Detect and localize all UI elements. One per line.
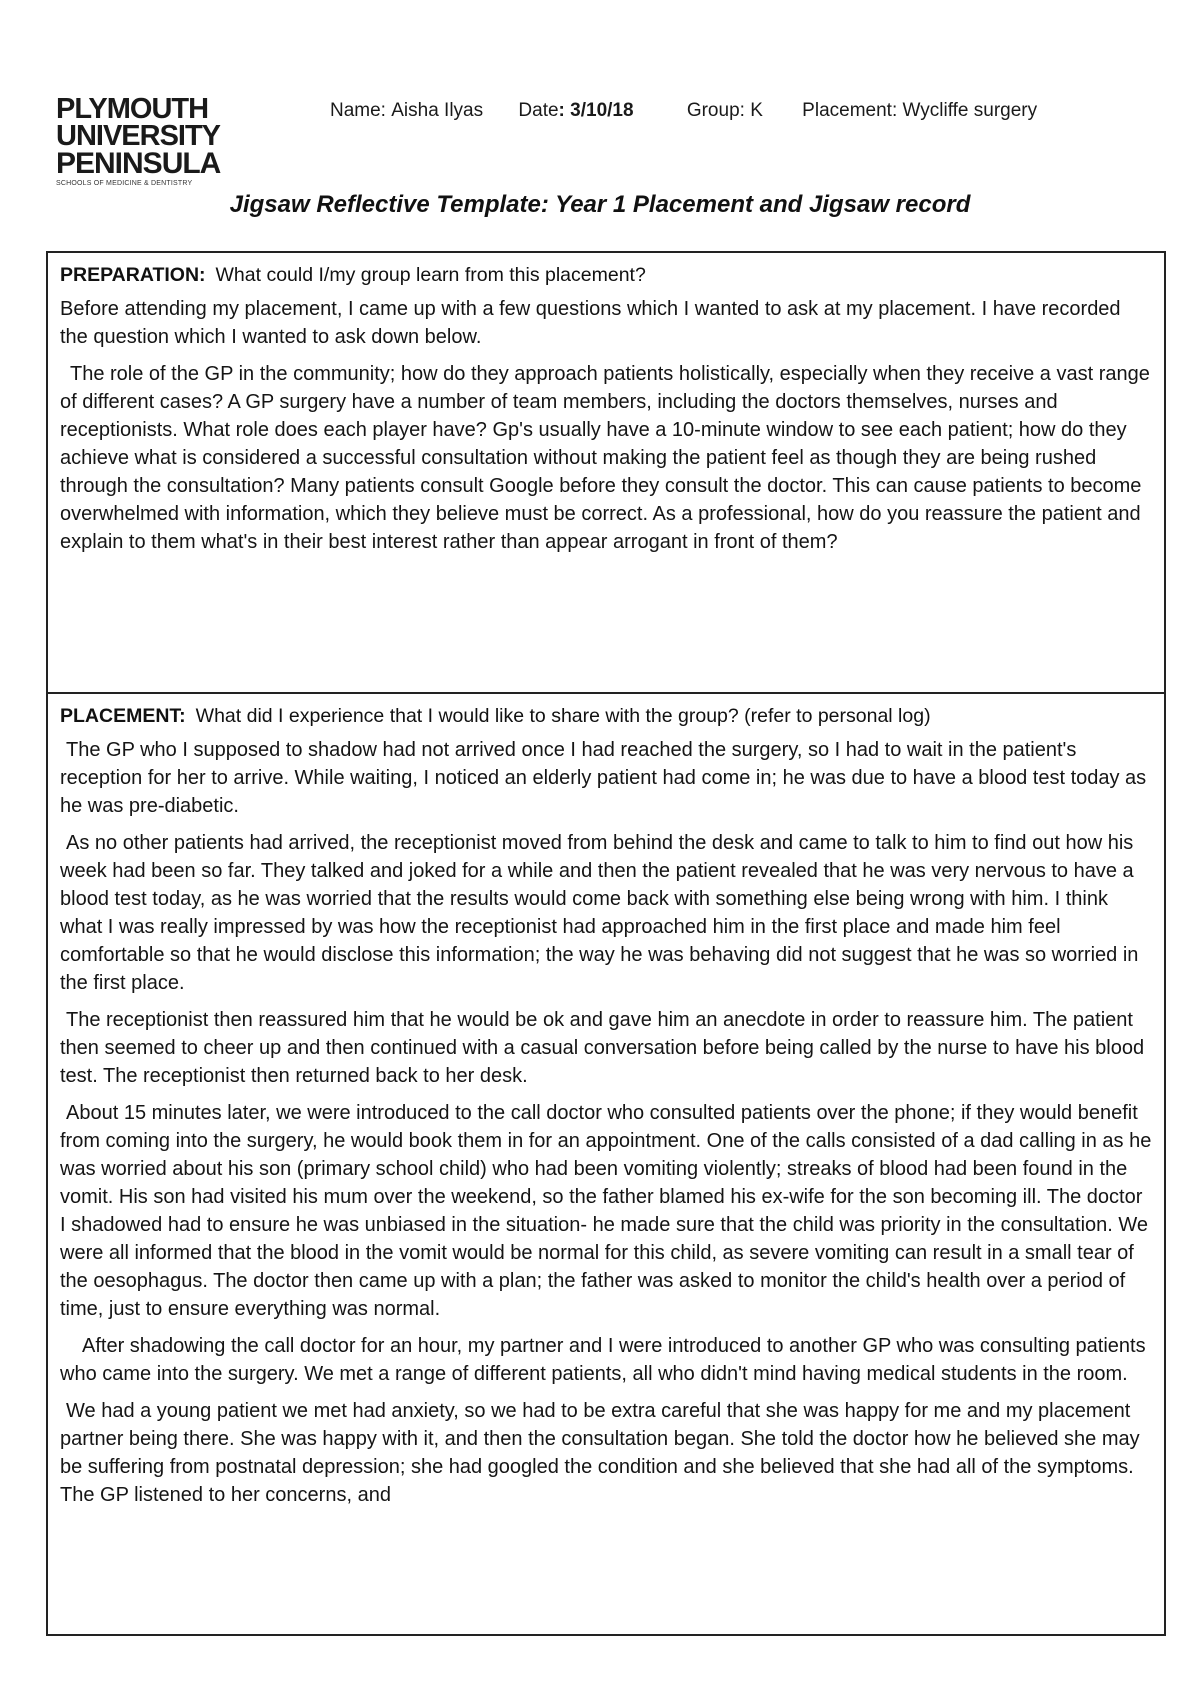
placement-label: PLACEMENT:	[60, 705, 186, 727]
header-fields	[330, 100, 1037, 122]
preparation-heading	[60, 263, 1152, 288]
document-title: Jigsaw Reflective Template: Year 1 Placement and Jigsaw record	[229, 191, 971, 218]
logo-tagline: SCHOOLS OF MEDICINE & DENTISTRY	[56, 179, 193, 187]
placement-value: Wycliffe surgery	[902, 100, 1038, 121]
group-value: K	[750, 100, 763, 121]
placement-section	[46, 692, 1166, 1636]
name-label: Name:	[330, 100, 386, 121]
logo-line-peninsula: PENINSULA	[56, 146, 221, 180]
logo-line-university: UNIVERSITY	[56, 119, 221, 152]
group-label: Group:	[686, 100, 745, 121]
placement-question: What did I experience that I would like to share with the group? (refer to personal log)	[195, 705, 931, 727]
preparation-question: What could I/my group learn from this placement?	[215, 264, 646, 286]
date-label: Date	[518, 100, 559, 121]
placement-paragraph: After shadowing the call doctor for an hour, my partner and I were introduced to another GP who was consulting patients who came into the surgery. We met a range of different patients, all who didn't mind having medical students in the room.	[60, 1335, 1146, 1385]
placement-paragraph: The GP who I supposed to shadow had not arrived once I had reached the surgery, so I had to wait in the patient's reception for her to arrive. While waiting, I noticed an elderly patient had come in; he was due to have a blood test today as he was pre-diabetic.	[60, 739, 1147, 817]
placement-paragraph: About 15 minutes later, we were introduced to the call doctor who consulted patients over the phone; if they would benefit from coming into the surgery, he would book them in for an appointment. One of the calls consisted of a dad calling in as he was worried about his son (primary school child) who had been vomiting violently; streaks of blood had been found in the vomit. His son had visited his mum over the weekend, so the father blamed his ex-wife for the son becoming ill. The doctor I shadowed had to ensure he was unbiased in the situation- he made sure that the child was priority in the consultation. We were all informed that the blood in the vomit would be normal for this child, as severe vomiting can result in a small tear of the oesophagus. The doctor then came up with a plan; the father was asked to monitor the child's health over a period of time, just to ensure everything was normal.	[60, 1102, 1152, 1320]
preparation-paragraph: The role of the GP in the community; how do they approach patients holistically, especially when they receive a vast range of different cases? A GP surgery have a number of team members, including the doctors themselves, nurses and receptionists. What role does each player have? Gp's usually have a 10-minute window to see each patient; how do they achieve what is considered a successful consultation without making the patient feel as though they are being rushed through the consultation? Many patients consult Google before they consult the doctor. This can cause patients to become overwhelmed with information, which they believe must be correct. As a professional, how do you reassure the patient and explain to them what's in their best interest rather than appear arrogant in front of them?	[60, 363, 1150, 553]
placement-label: Placement:	[802, 100, 898, 121]
preparation-paragraph: Before attending my placement, I came up with a few questions which I wanted to ask at my placement. I have recorded the question which I wanted to ask down below.	[60, 298, 1121, 348]
logo-line-plymouth: PLYMOUTH	[56, 93, 209, 125]
group-field	[687, 100, 763, 122]
placement-paragraph: As no other patients had arrived, the receptionist moved from behind the desk and came to talk to him to find out how his week had been so far. They talked and joked for a while and then the patient revealed that he was very nervous to have a blood test today, as he was worried that the results would come back with something else being wrong with him. I think what I was really impressed by was how the receptionist had approached him in the first place and made him feel comfortable so that he would disclose this information; the way he was behaving did not suggest that he was so worried in the first place.	[60, 832, 1139, 994]
placement-paragraph: The receptionist then reassured him that he would be ok and gave him an anecdote in order to reassure him. The patient then seemed to cheer up and then continued with a casual conversation before being called by the nurse to have his blood test. The receptionist then returned back to her desk.	[60, 1009, 1145, 1087]
name-field	[330, 100, 483, 122]
placement-field	[802, 100, 1037, 122]
placement-paragraph: We had a young patient we met had anxiety, so we had to be extra careful that she was happy for me and my placement partner being there. She was happy with it, and then the consultation began. She told the doctor how he believed she may be suffering from postnatal depression; she had googled the condition and she believed that she had all of the symptoms. The GP listened to her concerns, and	[60, 1400, 1140, 1506]
preparation-section	[46, 251, 1166, 694]
preparation-label: PREPARATION:	[60, 264, 206, 286]
university-logo	[56, 93, 221, 187]
date-value: : 3/10/18	[558, 100, 634, 121]
placement-heading	[60, 704, 1152, 729]
date-field	[518, 100, 633, 122]
name-value: Aisha Ilyas	[391, 100, 484, 121]
